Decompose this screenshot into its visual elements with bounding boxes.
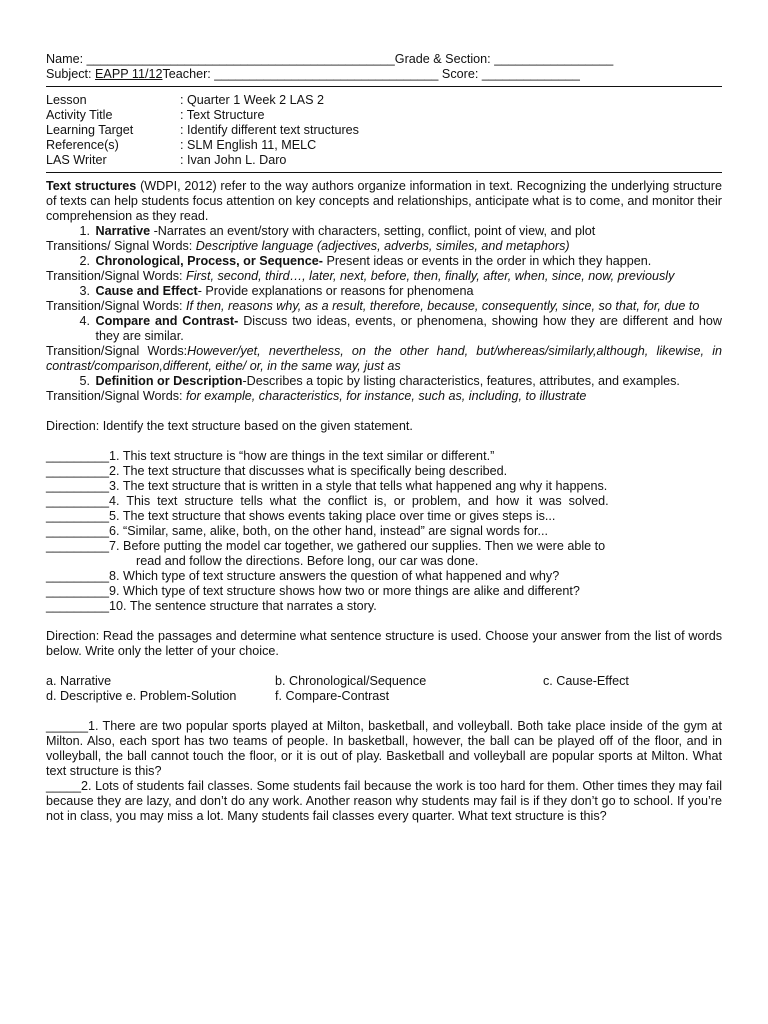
- answer-blank[interactable]: _________: [46, 464, 110, 478]
- structure-item: [46, 224, 722, 239]
- score-blank: ______________: [481, 67, 580, 81]
- teacher-label: Teacher:: [162, 67, 211, 81]
- question-number: 8.: [109, 569, 120, 583]
- question-text: Which type of text structure shows how two or more things are alike and different?: [119, 584, 580, 598]
- divider-info: [46, 172, 722, 173]
- info-value: : SLM English 11, MELC: [180, 138, 317, 152]
- intro-term: Text structures: [46, 179, 137, 193]
- question-number: 4.: [109, 494, 120, 508]
- question-list: [46, 449, 722, 614]
- header-row-2: [46, 67, 722, 82]
- signal-words: [46, 389, 722, 404]
- info-label: Lesson: [46, 93, 87, 107]
- signal-text: for example, characteristics, for instance, such as, including, to illustrate: [186, 389, 587, 403]
- question-number: 2.: [109, 464, 120, 478]
- signal-label: Transition/Signal Words:: [46, 344, 188, 358]
- question-text: The text structure that discusses what is specifically being described.: [119, 464, 508, 478]
- teacher-blank: ________________________________: [214, 67, 439, 81]
- structure-desc: Discuss two ideas, events, or phenomena, showing how they are different and how they are similar.: [95, 314, 722, 343]
- question-text: This text structure is “how are things in the text similar or different.”: [119, 449, 495, 463]
- question-continuation: [46, 554, 722, 569]
- question-number: 5.: [109, 509, 120, 523]
- signal-text: Descriptive language (adjectives, adverbs, similes, and metaphors): [195, 239, 570, 253]
- structure-term: Definition or Description: [95, 374, 243, 388]
- choice-item: b. Chronological/Sequence: [275, 674, 427, 688]
- score-label: Score:: [441, 67, 479, 81]
- structure-item: [46, 374, 722, 389]
- structure-item: [46, 314, 722, 344]
- subject-label: Subject:: [46, 67, 92, 81]
- question-item: [46, 584, 722, 599]
- passage-2: [46, 779, 722, 824]
- answer-choices: [46, 674, 722, 704]
- signal-text: If then, reasons why, as a result, therefore, because, consequently, since, so that, for, due to: [186, 299, 700, 313]
- info-value: : Ivan John L. Daro: [180, 153, 287, 167]
- question-number: 6.: [109, 524, 120, 538]
- passage-text: Lots of students fail classes. Some students fail because the work is too hard for them. Other times they may fail because they are lazy, and don’t do any work. Another reason why students may fail is if they don’t go to school. If you’re not in class, you may miss a lot. Many students fail classes every quarter. What text structure is this?: [46, 779, 722, 823]
- divider-top: [46, 86, 722, 87]
- answer-blank[interactable]: _________: [46, 449, 110, 463]
- passage-number: 1.: [88, 719, 99, 733]
- question-item: [46, 509, 722, 524]
- choice-item: c. Cause-Effect: [543, 674, 629, 688]
- question-text: The text structure that shows events taking place over time or gives steps is...: [119, 509, 556, 523]
- choice-item: a. Narrative: [46, 674, 112, 688]
- question-item: [46, 524, 722, 539]
- signal-words: [46, 269, 722, 284]
- structure-desc: - Provide explanations or reasons for phenomena: [197, 284, 474, 298]
- question-item: [46, 569, 722, 584]
- info-value: : Identify different text structures: [180, 123, 359, 137]
- structure-number: 1.: [79, 224, 90, 238]
- subject-value: EAPP 11/12: [95, 67, 163, 81]
- structure-term: Compare and Contrast-: [95, 314, 239, 328]
- question-text: The text structure that is written in a style that tells what happened ang why it happens.: [119, 479, 608, 493]
- answer-blank[interactable]: _________: [46, 479, 110, 493]
- question-text: This text structure tells what the conflict is, or problem, and how it was solved.: [119, 494, 609, 508]
- question-item: [46, 449, 722, 464]
- question-text: The sentence structure that narrates a story.: [126, 599, 377, 613]
- structure-number: 3.: [79, 284, 90, 298]
- grade-blank: _________________: [494, 52, 614, 66]
- signal-label: Transition/Signal Words:: [46, 389, 186, 403]
- structure-term: Cause and Effect: [95, 284, 198, 298]
- choice-item: d. Descriptive e. Problem-Solution: [46, 689, 237, 703]
- signal-text: However/yet, nevertheless, on the other hand, but/whereas/similarly,although, likewise, in contrast/comparison,different, eithe/ or, in the same way, just as: [46, 344, 722, 373]
- grade-label: Grade & Section:: [394, 52, 491, 66]
- signal-label: Transition/Signal Words:: [46, 269, 186, 283]
- name-label: Name:: [46, 52, 84, 66]
- lesson-info: [46, 93, 722, 168]
- answer-blank[interactable]: _________: [46, 494, 110, 508]
- signal-words: [46, 344, 722, 374]
- signal-text: First, second, third…, later, next, before, then, finally, after, when, since, now, previously: [186, 269, 675, 283]
- signal-words: [46, 299, 722, 314]
- question-number: 1.: [109, 449, 120, 463]
- direction-1: Direction: Identify the text structure based on the given statement.: [46, 419, 413, 433]
- answer-blank[interactable]: _________: [46, 539, 110, 553]
- question-item: [46, 479, 722, 494]
- question-number: 3.: [109, 479, 120, 493]
- answer-blank[interactable]: _________: [46, 509, 110, 523]
- structure-number: 2.: [79, 254, 90, 268]
- answer-blank[interactable]: _________: [46, 584, 110, 598]
- question-item: [46, 464, 722, 479]
- structure-number: 5.: [79, 374, 90, 388]
- question-number: 9.: [109, 584, 120, 598]
- answer-blank[interactable]: _____: [46, 779, 82, 793]
- answer-blank[interactable]: _________: [46, 599, 110, 613]
- choice-item: f. Compare-Contrast: [275, 689, 390, 703]
- intro-paragraph: [46, 179, 722, 224]
- answer-blank[interactable]: _________: [46, 524, 110, 538]
- signal-words: [46, 239, 722, 254]
- structure-term: Chronological, Process, or Sequence-: [95, 254, 323, 268]
- passage-number: 2.: [81, 779, 92, 793]
- info-label: Reference(s): [46, 138, 119, 152]
- choice-item: [543, 689, 722, 704]
- question-number: 7.: [109, 539, 120, 553]
- structure-item: [46, 254, 722, 269]
- passage-1: [46, 719, 722, 779]
- question-item: [46, 494, 722, 509]
- intro-text: (WDPI, 2012) refer to the way authors organize information in text. Recognizing the underlying structure of texts can help students focus attention on key concepts and relationships, anticipate what is to come, and monitor their comprehension as they read.: [46, 179, 722, 223]
- question-text: “Similar, same, alike, both, on the other hand, instead” are signal words for...: [119, 524, 548, 538]
- info-value: : Text Structure: [180, 108, 265, 122]
- info-label: LAS Writer: [46, 153, 107, 167]
- structure-desc: Present ideas or events in the order in which they happen.: [322, 254, 652, 268]
- info-label: Activity Title: [46, 108, 113, 122]
- question-text: Before putting the model car together, we gathered our supplies. Then we were able to: [119, 539, 606, 553]
- structure-term: Narrative: [95, 224, 151, 238]
- answer-blank[interactable]: _________: [46, 569, 110, 583]
- info-label: Learning Target: [46, 123, 134, 137]
- structure-desc: -Narrates an event/story with characters, setting, conflict, point of view, and plot: [150, 224, 596, 238]
- direction-2: Direction: Read the passages and determine what sentence structure is used. Choose your answer from the list of words below. Write only the letter of your choice.: [46, 629, 722, 658]
- question-item: [46, 539, 722, 554]
- question-text: Which type of text structure answers the question of what happened and why?: [119, 569, 560, 583]
- name-blank: ____________________________________________: [86, 52, 395, 66]
- signal-label: Transitions/ Signal Words:: [46, 239, 196, 253]
- question-text-cont: read and follow the directions. Before long, our car was done.: [136, 554, 479, 568]
- question-item: [46, 599, 722, 614]
- info-value: : Quarter 1 Week 2 LAS 2: [180, 93, 324, 107]
- header-row-1: [46, 52, 722, 67]
- structure-number: 4.: [79, 314, 90, 328]
- signal-label: Transition/Signal Words:: [46, 299, 186, 313]
- question-number: 10.: [109, 599, 127, 613]
- structure-desc: -Describes a topic by listing characteristics, features, attributes, and examples.: [242, 374, 680, 388]
- passage-text: There are two popular sports played at Milton, basketball, and volleyball. Both take place inside of the gym at Milton. Also, each sport has two teams of people. In basketball, however, the ball can be played off of the floor, and in volleyball, the ball cannot touch the floor, or it is out of play. Basketball and volleyball are popular sports at Milton. What text structure is this?: [46, 719, 722, 778]
- answer-blank[interactable]: ______: [46, 719, 89, 733]
- structure-item: [46, 284, 722, 299]
